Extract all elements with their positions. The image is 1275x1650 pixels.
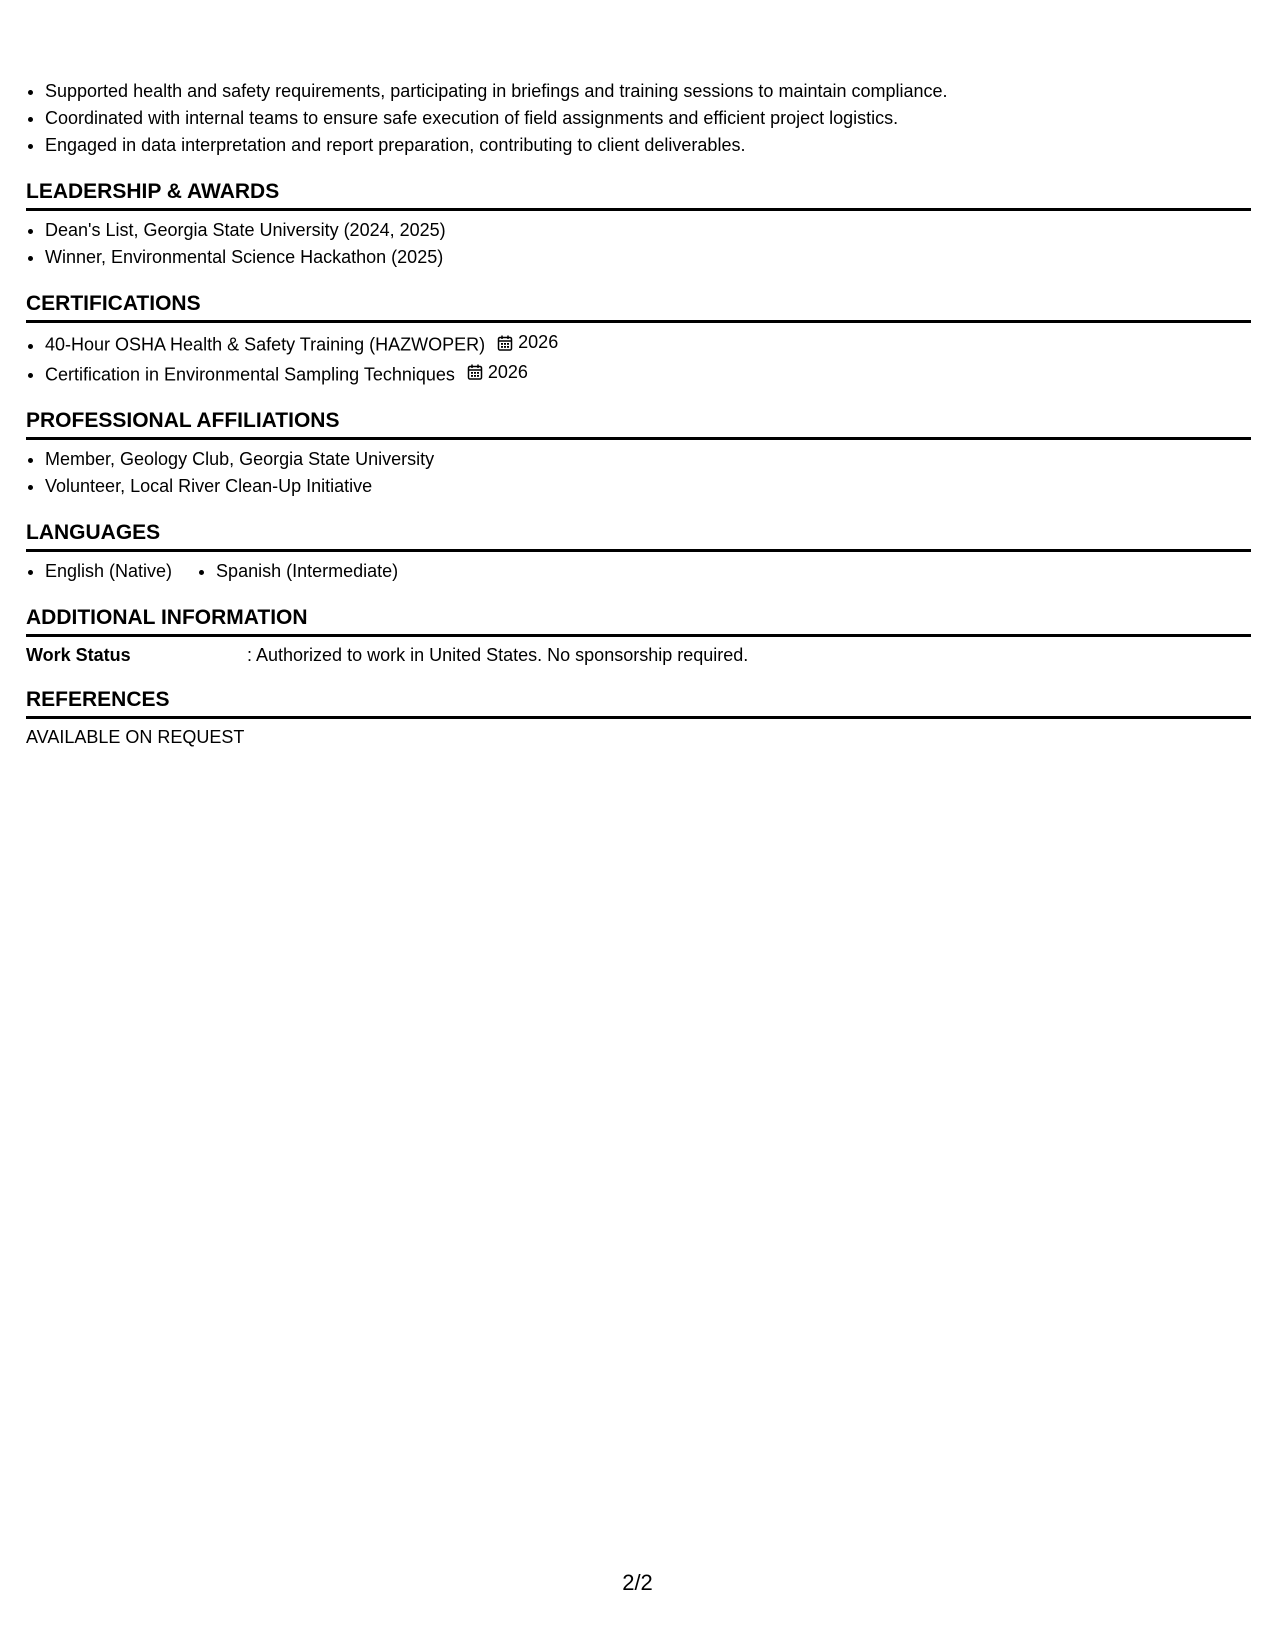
list-item: • Member, Geology Club, Georgia State University <box>45 446 1251 473</box>
list-item: • Volunteer, Local River Clean-Up Initiative <box>45 473 1251 500</box>
leadership-section <box>26 179 1251 271</box>
list-item <box>45 359 1251 389</box>
references-section <box>26 687 1251 749</box>
languages-list <box>26 558 1251 585</box>
calendar-icon <box>497 335 513 351</box>
work-status-value: : Authorized to work in United States. No sponsorship required. <box>247 645 749 665</box>
list-item <box>45 329 1251 359</box>
languages-section <box>26 520 1251 585</box>
certifications-section <box>26 291 1251 388</box>
section-title: LEADERSHIP & AWARDS <box>26 179 1251 211</box>
list-item: • Engaged in data interpretation and report preparation, contributing to client deliverables. <box>45 132 1251 159</box>
certification-name: Certification in Environmental Sampling Techniques <box>45 364 455 384</box>
references-text: AVAILABLE ON REQUEST <box>26 727 245 747</box>
section-title: REFERENCES <box>26 687 1251 719</box>
list-item: • Supported health and safety requirements, participating in briefings and training sessions to maintain compliance. <box>45 78 1251 105</box>
list-item: • Coordinated with internal teams to ensure safe execution of field assignments and efficient project logistics. <box>45 105 1251 132</box>
affiliations-section <box>26 408 1251 500</box>
list-item: • English (Native) <box>45 558 172 585</box>
section-title: LANGUAGES <box>26 520 1251 552</box>
certification-year: 2026 <box>487 361 528 382</box>
certifications-list <box>26 329 1251 388</box>
section-title: CERTIFICATIONS <box>26 291 1251 323</box>
work-status-label: Work Status <box>26 645 131 665</box>
section-title: PROFESSIONAL AFFILIATIONS <box>26 408 1251 440</box>
certification-date <box>497 329 558 356</box>
work-status-row <box>26 643 1251 667</box>
additional-info-section <box>26 605 1251 667</box>
certification-name: 40-Hour OSHA Health & Safety Training (HAZWOPER) <box>45 334 486 355</box>
section-title: ADDITIONAL INFORMATION <box>26 605 1251 637</box>
affiliations-list <box>26 446 1251 500</box>
list-item: • Spanish (Intermediate) <box>216 558 398 585</box>
certification-date <box>467 359 528 386</box>
calendar-icon <box>467 364 483 380</box>
experience-bullet-list <box>26 78 1251 159</box>
list-item: • Dean's List, Georgia State University (2024, 2025) <box>45 217 1251 244</box>
page-number: 2/2 <box>622 1570 653 1595</box>
leadership-list <box>26 217 1251 271</box>
list-item: • Winner, Environmental Science Hackathon (2025) <box>45 244 1251 271</box>
resume-page <box>26 78 1251 769</box>
certification-year: 2026 <box>518 332 559 352</box>
